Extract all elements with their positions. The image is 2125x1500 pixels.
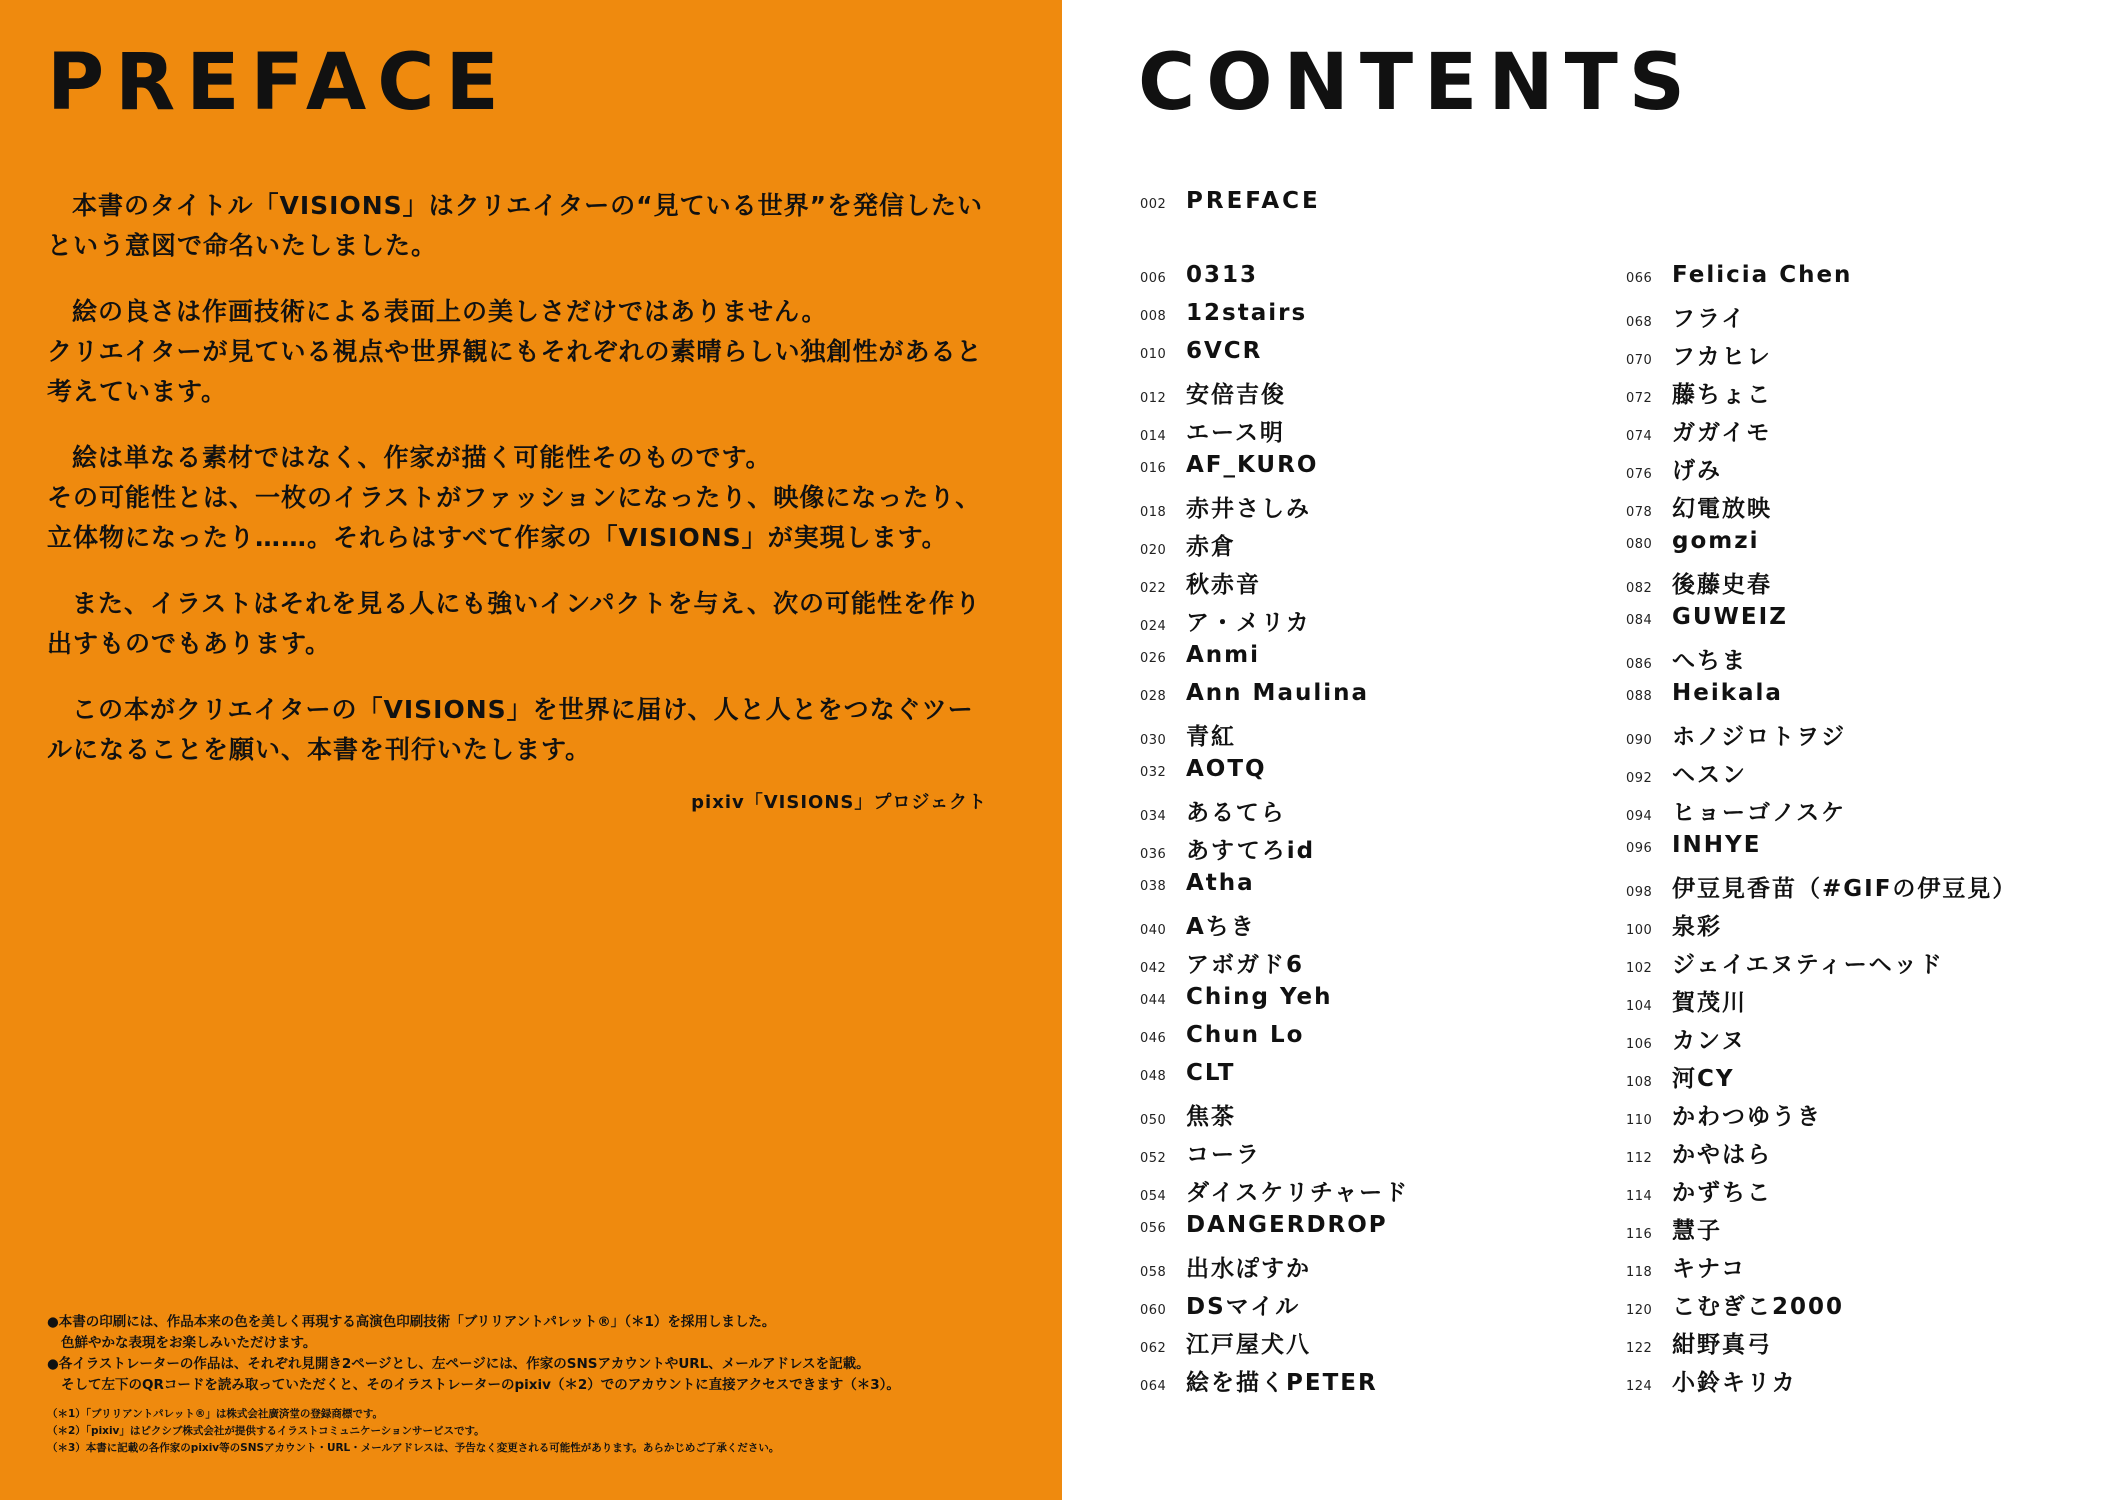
preface-title: PREFACE — [47, 38, 510, 128]
toc-entry[interactable] — [1140, 566, 1409, 604]
page-number: 078 — [1626, 505, 1653, 520]
page-number: 050 — [1140, 1113, 1167, 1128]
page-number: 064 — [1140, 1379, 1167, 1394]
contents-column-2 — [1626, 262, 2017, 1402]
page-number: 124 — [1626, 1379, 1653, 1394]
artist-name: 0313 — [1186, 262, 1259, 288]
page-number: 006 — [1140, 271, 1167, 286]
entry-name: PREFACE — [1186, 188, 1321, 214]
page-number: 100 — [1626, 923, 1653, 938]
artist-name: キナコ — [1672, 1256, 1747, 1282]
artist-name: カンヌ — [1672, 1028, 1747, 1054]
toc-entry[interactable] — [1626, 1060, 2017, 1098]
page-number: 002 — [1140, 197, 1167, 212]
contents-column-1 — [1140, 262, 1409, 1402]
artist-name: gomzi — [1672, 528, 1760, 554]
page-number: 012 — [1140, 391, 1167, 406]
artist-name: Chun Lo — [1186, 1022, 1305, 1048]
artist-name: かやはら — [1672, 1142, 1772, 1168]
toc-preface-entry[interactable] — [1140, 188, 1321, 214]
toc-entry[interactable] — [1140, 262, 1409, 300]
page-number: 020 — [1140, 543, 1167, 558]
preface-paragraph: 絵の良さは作画技術による表面上の美しさだけではありません。 クリエイターが見ている視点や世界観にもそれぞれの素晴らしい独創性があると考えています。 — [47, 297, 983, 406]
page-number: 052 — [1140, 1151, 1167, 1166]
artist-name: 出水ぽすか — [1186, 1256, 1311, 1282]
page-number: 090 — [1626, 733, 1653, 748]
preface-paragraph: 絵は単なる素材ではなく、作家が描く可能性そのものです。 その可能性とは、一枚のイラストがファッションになったり、映像になったり、立体物になったり……。それらはすべて作家の「VISIONS」が実現します。 — [47, 443, 982, 552]
toc-entry[interactable] — [1626, 338, 2017, 376]
artist-name: エース明 — [1186, 420, 1285, 446]
page-number: 086 — [1626, 657, 1653, 672]
toc-entry[interactable] — [1626, 680, 2017, 718]
artist-name: AF_KURO — [1186, 452, 1319, 478]
toc-entry[interactable] — [1140, 718, 1409, 756]
page-number: 060 — [1140, 1303, 1167, 1318]
artist-name: ガガイモ — [1672, 420, 1772, 446]
artist-name: 賀茂川 — [1672, 990, 1747, 1016]
artist-name: げみ — [1672, 458, 1722, 484]
page-number: 112 — [1626, 1151, 1653, 1166]
toc-entry[interactable] — [1626, 414, 2017, 452]
toc-entry[interactable] — [1626, 604, 2017, 642]
note-line: そして左下のQRコードを読み取っていただくと、そのイラストレーターのpixiv（＊2）でのアカウントに直接アクセスできます（＊3）。 — [61, 1377, 900, 1393]
footnote: （＊3）本書に記載の各作家のpixiv等のSNSアカウント・URL・メールアドレスは、予告なく変更される可能性があります。あらかじめご了承ください。 — [47, 1442, 780, 1454]
page-number: 048 — [1140, 1069, 1167, 1084]
artist-name: 6VCR — [1186, 338, 1263, 364]
footnote: （＊2）「pixiv」はピクシブ株式会社が提供するイラストコミュニケーションサービスです。 — [47, 1425, 485, 1437]
toc-entry[interactable] — [1626, 1326, 2017, 1364]
artist-name: AOTQ — [1186, 756, 1267, 782]
artist-name: コーラ — [1186, 1142, 1261, 1168]
page-number: 040 — [1140, 923, 1167, 938]
page-number: 084 — [1626, 613, 1653, 628]
page-number: 104 — [1626, 999, 1653, 1014]
toc-entry[interactable] — [1140, 1250, 1409, 1288]
artist-name: Heikala — [1672, 680, 1783, 706]
preface-paragraph: また、イラストはそれを見る人にも強いインパクトを与え、次の可能性を作り出すものでもあります。 — [47, 589, 982, 658]
toc-entry[interactable] — [1626, 262, 2017, 300]
toc-entry[interactable] — [1626, 376, 2017, 414]
artist-name: INHYE — [1672, 832, 1762, 858]
toc-entry[interactable] — [1140, 832, 1409, 870]
toc-entry[interactable] — [1140, 870, 1409, 908]
page-number: 024 — [1140, 619, 1167, 634]
artist-name: ジェイエヌティーヘッド — [1672, 952, 1944, 978]
artist-name: かずちこ — [1672, 1180, 1772, 1206]
toc-entry[interactable] — [1140, 756, 1409, 794]
artist-name: ダイスケリチャード — [1186, 1180, 1410, 1206]
artist-name: ヘスン — [1672, 762, 1747, 788]
artist-name: DANGERDROP — [1186, 1212, 1388, 1238]
artist-name: 泉彩 — [1672, 914, 1722, 940]
page-number: 008 — [1140, 309, 1167, 324]
artist-name: こむぎこ2000 — [1672, 1294, 1845, 1320]
toc-entry[interactable] — [1140, 1022, 1409, 1060]
toc-entry[interactable] — [1140, 680, 1409, 718]
page-number: 114 — [1626, 1189, 1653, 1204]
printing-notes — [47, 1312, 1007, 1457]
artist-name: GUWEIZ — [1672, 604, 1788, 630]
artist-name: Atha — [1186, 870, 1255, 896]
page-number: 044 — [1140, 993, 1167, 1008]
toc-entry[interactable] — [1626, 870, 2017, 908]
artist-name: 江戸屋犬八 — [1186, 1332, 1311, 1358]
page-number: 058 — [1140, 1265, 1167, 1280]
toc-entry[interactable] — [1140, 794, 1409, 832]
artist-name: アボガド6 — [1186, 952, 1305, 978]
contents-title: CONTENTS — [1138, 38, 1696, 128]
toc-entry[interactable] — [1140, 946, 1409, 984]
page-number: 096 — [1626, 841, 1653, 856]
page-number: 034 — [1140, 809, 1167, 824]
preface-paragraph: この本がクリエイターの「VISIONS」を世界に届け、人と人とをつなぐツールになることを願い、本書を刊行いたします。 — [47, 695, 974, 764]
page-number: 030 — [1140, 733, 1167, 748]
artist-name: 慧子 — [1672, 1218, 1722, 1244]
toc-entry[interactable] — [1140, 452, 1409, 490]
artist-name: 12stairs — [1186, 300, 1308, 326]
artist-name: 後藤史春 — [1672, 572, 1772, 598]
page-number: 082 — [1626, 581, 1653, 596]
artist-name: 紺野真弓 — [1672, 1332, 1772, 1358]
contents-page — [1062, 0, 2125, 1500]
artist-name: かわつゆうき — [1672, 1104, 1822, 1130]
page-number: 068 — [1626, 315, 1653, 330]
artist-name: 伊豆見香苗（#GIFの伊豆見） — [1672, 876, 2018, 902]
artist-name: 藤ちょこ — [1672, 382, 1772, 408]
page-number: 120 — [1626, 1303, 1653, 1318]
toc-entry[interactable] — [1140, 490, 1409, 528]
toc-entry[interactable] — [1140, 604, 1409, 642]
page-number: 092 — [1626, 771, 1653, 786]
page-number: 014 — [1140, 429, 1167, 444]
artist-name: 焦茶 — [1186, 1104, 1236, 1130]
toc-entry[interactable] — [1140, 1288, 1409, 1326]
artist-name: Ching Yeh — [1186, 984, 1333, 1010]
toc-entry[interactable] — [1140, 1326, 1409, 1364]
toc-entry[interactable] — [1626, 528, 2017, 566]
artist-name: へちま — [1672, 648, 1747, 674]
page-number: 118 — [1626, 1265, 1653, 1280]
page-number: 022 — [1140, 581, 1167, 596]
artist-name: DSマイル — [1186, 1294, 1301, 1320]
toc-entry[interactable] — [1140, 1212, 1409, 1250]
preface-signature: pixiv「VISIONS」プロジェクト — [691, 792, 987, 813]
preface-page — [0, 0, 1062, 1500]
page-number: 098 — [1626, 885, 1653, 900]
page-number: 010 — [1140, 347, 1167, 362]
toc-entry[interactable] — [1140, 1364, 1409, 1402]
page-number: 036 — [1140, 847, 1167, 862]
toc-entry[interactable] — [1626, 566, 2017, 604]
page-number: 016 — [1140, 461, 1167, 476]
page-number: 108 — [1626, 1075, 1653, 1090]
page-number: 122 — [1626, 1341, 1653, 1356]
toc-entry[interactable] — [1626, 490, 2017, 528]
toc-entry[interactable] — [1140, 984, 1409, 1022]
footnotes — [47, 1406, 1007, 1457]
page-number: 110 — [1626, 1113, 1653, 1128]
page-number: 074 — [1626, 429, 1653, 444]
artist-name: フカヒレ — [1672, 344, 1772, 370]
artist-name: あすてろid — [1186, 838, 1316, 864]
toc-entry[interactable] — [1626, 718, 2017, 756]
artist-name: 安倍吉俊 — [1186, 382, 1286, 408]
toc-entry[interactable] — [1140, 338, 1409, 376]
page-number: 028 — [1140, 689, 1167, 704]
toc-entry[interactable] — [1626, 1250, 2017, 1288]
page-number: 080 — [1626, 537, 1653, 552]
page-number: 088 — [1626, 689, 1653, 704]
page-number: 038 — [1140, 879, 1167, 894]
toc-entry[interactable] — [1626, 1212, 2017, 1250]
toc-entry[interactable] — [1626, 1288, 2017, 1326]
toc-entry[interactable] — [1140, 1060, 1409, 1098]
page-number: 076 — [1626, 467, 1653, 482]
toc-entry[interactable] — [1626, 794, 2017, 832]
artist-name: 幻電放映 — [1672, 496, 1772, 522]
artist-name: 河CY — [1672, 1066, 1735, 1092]
preface-paragraph: 本書のタイトル「VISIONS」はクリエイターの“見ている世界”を発信したいという意図で命名いたしました。 — [47, 191, 984, 260]
toc-entry[interactable] — [1140, 1136, 1409, 1174]
toc-entry[interactable] — [1626, 984, 2017, 1022]
page-number: 018 — [1140, 505, 1167, 520]
toc-entry[interactable] — [1626, 1022, 2017, 1060]
toc-entry[interactable] — [1626, 642, 2017, 680]
artist-name: Aちき — [1186, 914, 1256, 940]
toc-entry[interactable] — [1140, 376, 1409, 414]
artist-name: 小鈴キリカ — [1672, 1370, 1797, 1396]
page-number: 072 — [1626, 391, 1653, 406]
note-line: 色鮮やかな表現をお楽しみいただけます。 — [61, 1335, 317, 1351]
toc-entry[interactable] — [1140, 1174, 1409, 1212]
page-number: 056 — [1140, 1221, 1167, 1236]
page-number: 116 — [1626, 1227, 1653, 1242]
artist-name: 赤井さしみ — [1186, 496, 1311, 522]
toc-entry[interactable] — [1626, 452, 2017, 490]
toc-entry[interactable] — [1140, 908, 1409, 946]
toc-entry[interactable] — [1626, 946, 2017, 984]
toc-entry[interactable] — [1140, 414, 1409, 452]
toc-entry[interactable] — [1626, 756, 2017, 794]
note-line: ●各イラストレーターの作品は、それぞれ見開き2ページとし、左ページには、作家のSNSアカウントやURL、メールアドレスを記載。 — [47, 1356, 870, 1372]
page-number: 054 — [1140, 1189, 1167, 1204]
page-number: 046 — [1140, 1031, 1167, 1046]
artist-name: Felicia Chen — [1672, 262, 1853, 288]
artist-name: Anmi — [1186, 642, 1261, 668]
footnote: （＊1）「ブリリアントパレット®」は株式会社廣済堂の登録商標です。 — [47, 1408, 384, 1420]
artist-name: CLT — [1186, 1060, 1236, 1086]
page-number: 062 — [1140, 1341, 1167, 1356]
page-number: 066 — [1626, 271, 1653, 286]
artist-name: 秋赤音 — [1186, 572, 1261, 598]
page-number: 094 — [1626, 809, 1653, 824]
page-number: 070 — [1626, 353, 1653, 368]
toc-entry[interactable] — [1626, 1174, 2017, 1212]
toc-entry[interactable] — [1140, 1098, 1409, 1136]
toc-entry[interactable] — [1140, 642, 1409, 680]
artist-name: 赤倉 — [1186, 534, 1236, 560]
artist-name: ア・メリカ — [1186, 610, 1311, 636]
note-line: ●本書の印刷には、作品本来の色を美しく再現する高演色印刷技術「ブリリアントパレット®」（＊1）を採用しました。 — [47, 1314, 776, 1330]
artist-name: フライ — [1672, 306, 1747, 332]
toc-entry[interactable] — [1626, 908, 2017, 946]
page-number: 106 — [1626, 1037, 1653, 1052]
artist-name: あるてら — [1186, 800, 1286, 826]
artist-name: Ann Maulina — [1186, 680, 1369, 706]
page-number: 026 — [1140, 651, 1167, 666]
page-number: 042 — [1140, 961, 1167, 976]
toc-entry[interactable] — [1626, 832, 2017, 870]
toc-entry[interactable] — [1626, 1098, 2017, 1136]
toc-entry[interactable] — [1626, 1364, 2017, 1402]
artist-name: 絵を描くPETER — [1186, 1370, 1378, 1396]
page-number: 032 — [1140, 765, 1167, 780]
toc-entry[interactable] — [1140, 528, 1409, 566]
toc-entry[interactable] — [1626, 300, 2017, 338]
artist-name: 青紅 — [1186, 724, 1236, 750]
preface-body — [47, 186, 987, 796]
toc-entry[interactable] — [1140, 300, 1409, 338]
artist-name: ホノジロトヲジ — [1672, 724, 1847, 750]
toc-entry[interactable] — [1626, 1136, 2017, 1174]
artist-name: ヒョーゴノスケ — [1672, 800, 1847, 826]
page-number: 102 — [1626, 961, 1653, 976]
